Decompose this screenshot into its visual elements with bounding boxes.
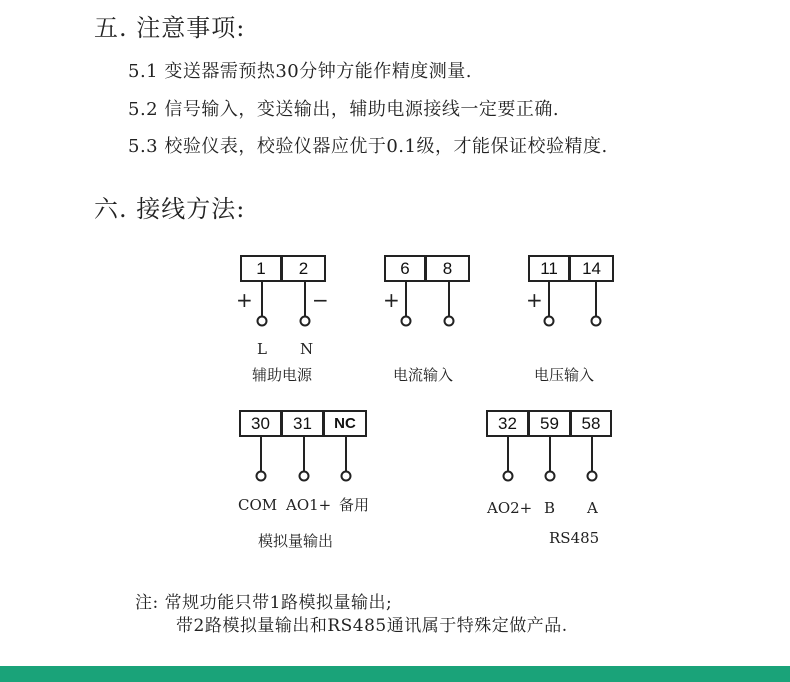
caption-current-input: 电流输入 xyxy=(393,366,454,384)
label-spare: 备用 xyxy=(339,496,370,514)
terminal-1: 1 xyxy=(242,257,283,280)
caption-voltage-input: 电压输入 xyxy=(534,366,595,384)
terminal-11: 11 xyxy=(530,257,571,280)
note-5-3: 5.3 校验仪表，校验仪器应优于0.1级，才能保证校验精度. xyxy=(128,136,608,157)
terminal-58: 58 xyxy=(581,413,601,433)
terminal-14: 14 xyxy=(582,258,601,278)
label-a: A xyxy=(587,499,598,517)
note-5-2: 5.2 信号输入，变送输出，辅助电源接线一定要正确. xyxy=(128,99,560,120)
terminal-59: 59 xyxy=(530,412,572,435)
terminal-block-analog xyxy=(239,410,367,437)
caption-analog-output: 模拟量输出 xyxy=(258,532,334,550)
label-ao1: AO1+ xyxy=(286,496,332,514)
footnote-line2: 带2路模拟量输出和RS485通讯属于特殊定做产品. xyxy=(176,616,568,636)
terminal-32: 32 xyxy=(488,412,530,435)
power-minus-sign: − xyxy=(312,288,329,312)
label-b: B xyxy=(544,499,556,517)
terminal-block-current xyxy=(384,255,470,282)
caption-rs485: RS485 xyxy=(549,529,600,547)
terminal-nc: NC xyxy=(334,415,356,432)
note-5-1: 5.1 变送器需预热30分钟方能作精度测量. xyxy=(128,61,472,82)
terminal-8: 8 xyxy=(442,258,453,278)
terminal-6: 6 xyxy=(386,257,427,280)
footnote-line1: 注: 常规功能只带1路模拟量输出; xyxy=(135,593,393,613)
terminal-2: 2 xyxy=(298,258,309,278)
label-L: L xyxy=(257,340,267,358)
section5-title: 五. 注意事项: xyxy=(94,14,246,42)
terminal-block-rs485 xyxy=(486,410,612,437)
terminal-31: 31 xyxy=(283,412,325,435)
label-N: N xyxy=(300,340,314,358)
terminal-30: 30 xyxy=(241,412,283,435)
label-ao2: AO2+ xyxy=(487,499,533,517)
label-com: COM xyxy=(238,496,278,514)
caption-aux-power: 辅助电源 xyxy=(252,366,313,384)
bottom-accent-bar xyxy=(0,666,790,682)
power-plus-sign: + xyxy=(236,288,253,312)
terminal-block-voltage xyxy=(528,255,614,282)
terminal-block-power xyxy=(240,255,326,282)
current-plus-sign: + xyxy=(383,288,400,312)
voltage-plus-sign: + xyxy=(526,288,543,312)
section6-title: 六. 接线方法: xyxy=(94,195,246,223)
